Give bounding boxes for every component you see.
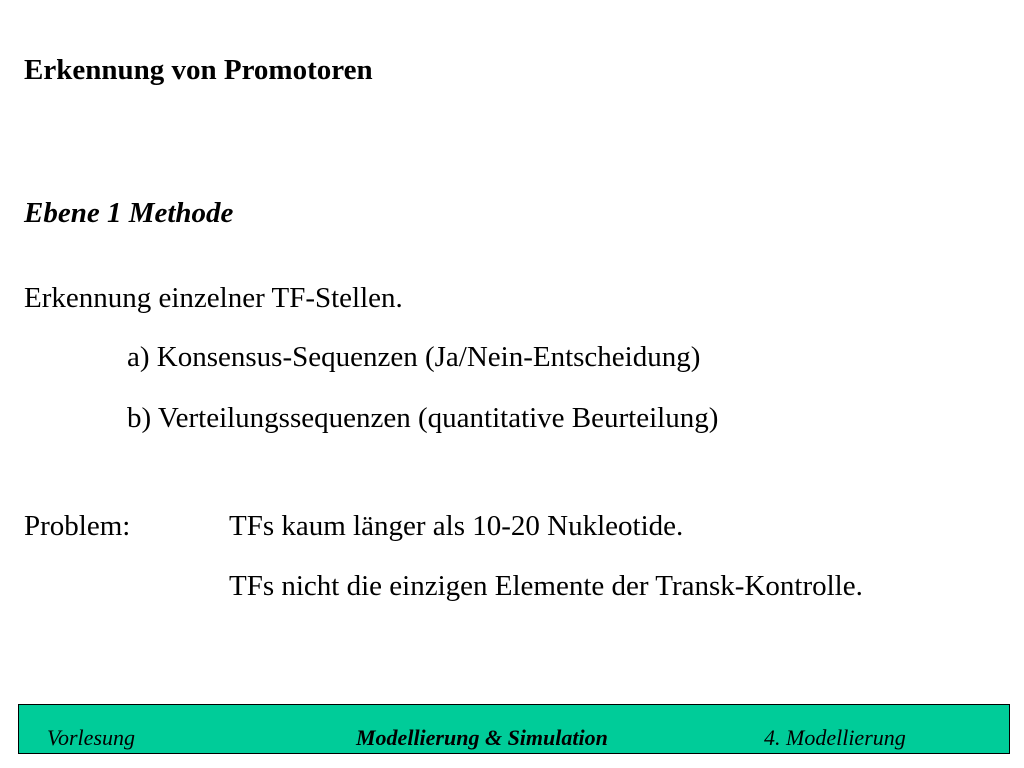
footer-bar	[18, 704, 1010, 754]
list-item-b: b) Verteilungssequenzen (quantitative Beurteilung)	[127, 402, 719, 434]
list-item-a: a) Konsensus-Sequenzen (Ja/Nein-Entscheidung)	[127, 341, 701, 373]
slide-title: Erkennung von Promotoren	[24, 54, 373, 86]
problem-label: Problem:	[24, 510, 131, 542]
footer-chapter-label: 4. Modellierung	[764, 725, 906, 750]
footer-lecture-label: Vorlesung	[47, 725, 135, 750]
problem-line-2: TFs nicht die einzigen Elemente der Transk-Kontrolle.	[229, 570, 863, 602]
footer-course-title: Modellierung & Simulation	[356, 725, 608, 750]
intro-text: Erkennung einzelner TF-Stellen.	[24, 282, 403, 314]
problem-line-1: TFs kaum länger als 10-20 Nukleotide.	[229, 510, 684, 542]
section-heading: Ebene 1 Methode	[24, 197, 234, 229]
